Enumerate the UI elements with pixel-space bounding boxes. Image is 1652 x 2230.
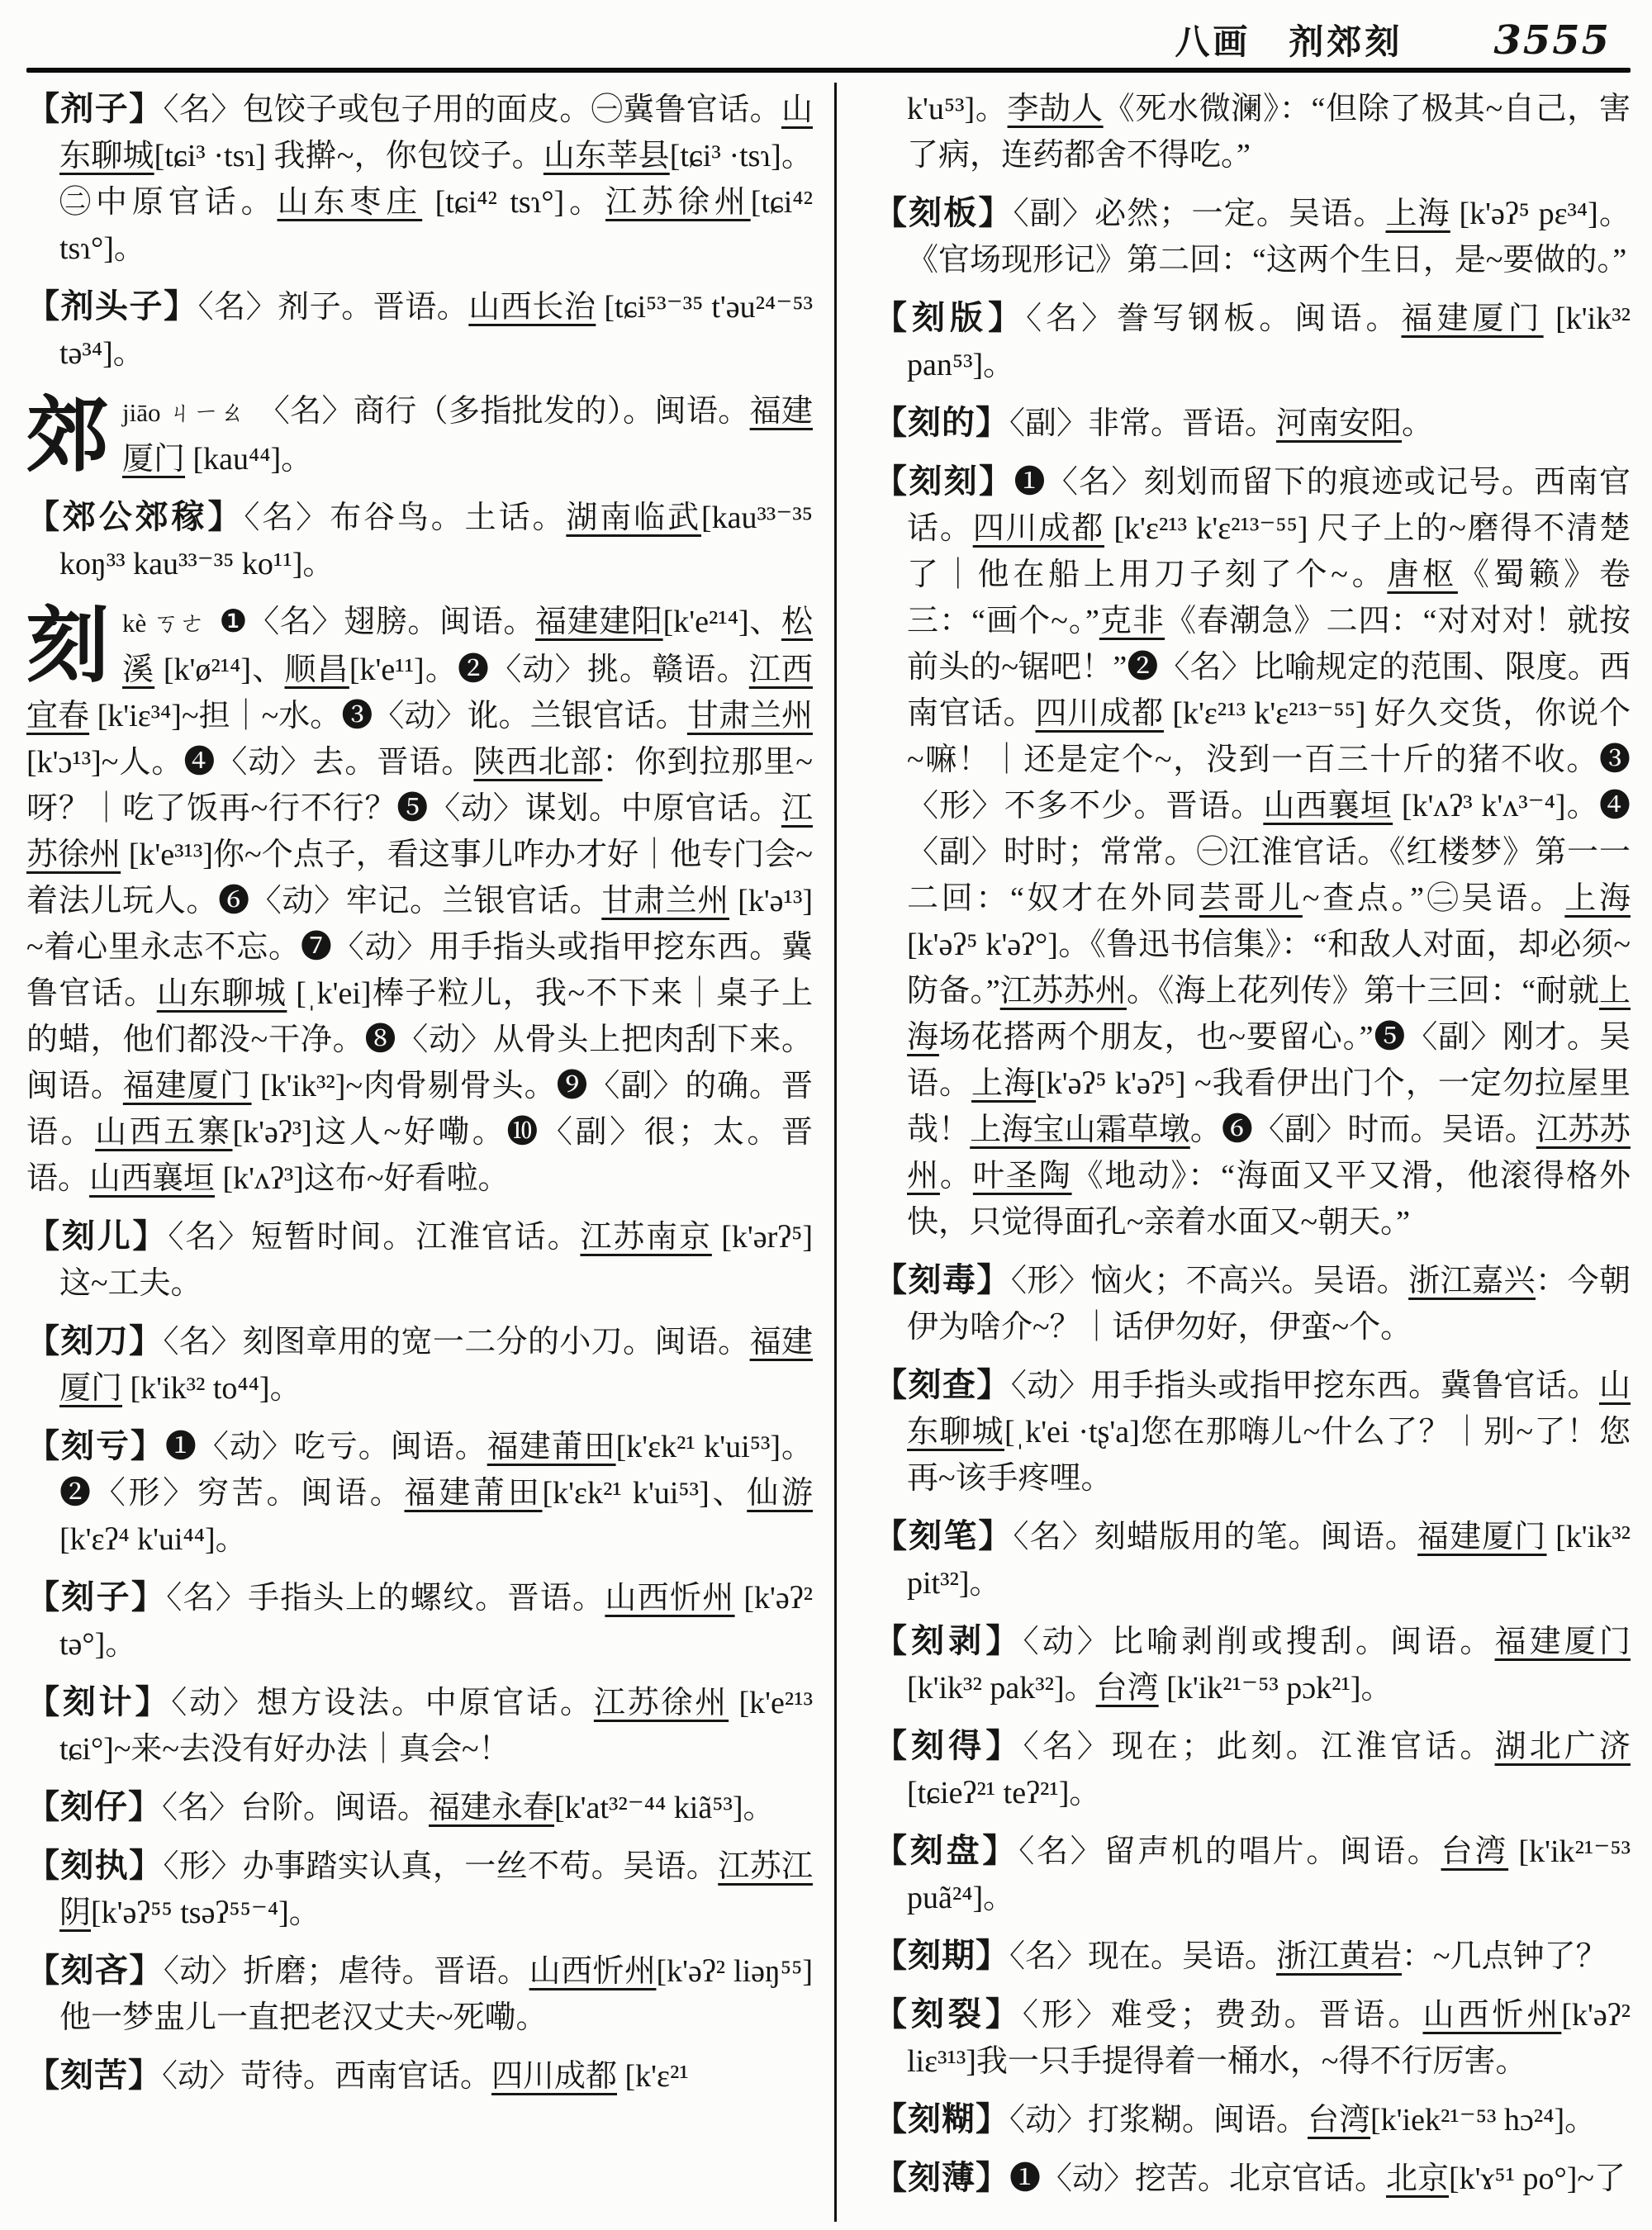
proper-noun: 江苏徐州: [26, 791, 813, 872]
dict-entry: 【剂头子】〈名〉剂子。晋语。山西长治 [tɕi⁵³⁻³⁵ t'əu²⁴⁻⁵³ tə³⁴]。: [26, 287, 813, 371]
proper-noun: 唐枢: [1387, 558, 1458, 592]
proper-noun: 山东聊城: [156, 976, 287, 1011]
entry-headword: 【刻亏】: [26, 1427, 165, 1464]
proper-noun: 上海宝山霜草墩: [970, 1113, 1190, 1147]
entry-headword: 【剂头子】: [26, 287, 198, 325]
proper-noun: 松溪: [122, 605, 813, 687]
entry-headword: 【刻的】: [874, 404, 1009, 441]
proper-noun: 甘肃兰州: [601, 884, 729, 918]
proper-noun: 江苏江阴: [59, 1849, 813, 1930]
entry-headword: 【刻毒】: [874, 1261, 1011, 1298]
dict-entry: 【刻剥】〈动〉比喻剥削或搜刮。闽语。福建厦门 [k'ik³² pak³²]。台湾 [k'ik²¹⁻⁵³ pɔk²¹]。: [874, 1622, 1631, 1706]
dict-entry: 【刻薄】❶〈动〉挖苦。北京官话。北京[k'ɤ⁵¹ po°]~了: [874, 2159, 1626, 2196]
pronunciation: kè ㄎㄜ: [122, 609, 213, 638]
proper-noun: 李劼人: [1007, 92, 1104, 126]
dict-entry: 【刻计】〈动〉想方设法。中原官话。江苏徐州 [k'e²¹³ tɕi°]~来~去没有好办法｜真会~！: [26, 1683, 813, 1767]
dict-entry: 【刻苦】〈动〉苛待。西南官话。四川成都 [k'ɛ²¹: [26, 2057, 689, 2094]
entry-headword: 【刻盘】: [874, 1832, 1019, 1869]
entry-headword: 【刻版】: [874, 299, 1027, 336]
dict-entry: 【刻的】〈副〉非常。晋语。河南安阳。: [874, 404, 1434, 441]
entry-headword: 【刻板】: [874, 194, 1014, 231]
proper-noun: 福建厦门: [122, 394, 813, 477]
pronunciation: jiāo ㄐㄧㄠ: [122, 398, 252, 427]
proper-noun: 福建莆田: [404, 1476, 543, 1511]
proper-noun: 江苏南京: [580, 1220, 712, 1255]
proper-noun: 山西襄垣: [1263, 789, 1393, 823]
dict-entry: 【郊公郊稼】〈名〉布谷鸟。土话。湖南临武[kau³³⁻³⁵ koŋ³³ kau³³⁻³⁵ ko¹¹]。: [26, 498, 813, 581]
dict-entry: 【刻笔】〈名〉刻蜡版用的笔。闽语。福建厦门 [k'ik³² pit³²]。: [874, 1517, 1631, 1601]
entry-headword: 【剂子】: [26, 90, 164, 127]
right-column: [874, 86, 1631, 2213]
entry-headword: 【刻糊】: [874, 2100, 1009, 2137]
proper-noun: 山西襄垣: [89, 1161, 216, 1196]
proper-noun: 台湾: [1308, 2103, 1371, 2137]
entry-headword: 【刻期】: [874, 1937, 1009, 1974]
proper-noun: 山东聊城: [59, 93, 813, 173]
dict-entry: 【刻裂】〈形〉难受；费劲。晋语。山西忻州[k'əʔ² liɛ³¹³]我一只手提得着一桶水，~得不行厉害。: [874, 1995, 1631, 2079]
proper-noun: 江苏徐州: [593, 1686, 729, 1720]
page-number: 3555: [1493, 17, 1611, 64]
character-entry: 郊jiāo ㄐㄧㄠ 〈名〉商行（多指批发的）。闽语。福建厦门 [kau⁴⁴]。: [26, 390, 813, 482]
character-entry: 刻kè ㄎㄜ ❶〈名〉翅膀。闽语。福建建阳[k'e²¹⁴]、松溪 [k'ø²¹⁴]、顺昌[k'e¹¹]。❷〈动〉挑。赣语。江西宜春 [k'iɛ³⁴]~担｜~水。❸〈动〉讹。兰银官话。甘肃兰州 [k'ɔ¹³]~人。❹〈动〉去。晋语。陕西北部：你到拉那里~呀？｜吃了饭再~行不行？❺〈动〉谋划。中原官话。江苏徐州 [k'e³¹³]你~个点子，看这事儿咋办才好｜他专门会~着法儿玩人。❻〈动〉牢记。兰银官话。甘肃兰州 [k'ə¹³] ~着心里永志不忘。❼〈动〉用手指头或指甲挖东西。冀鲁官话。山东聊城 [ˌk'ei]棒子粒儿，我~不下来｜桌子上的蜡，他们都没~干净。❽〈动〉从骨头上把肉刮下来。闽语。福建厦门 [k'ik³²]~肉骨剔骨头。❾〈副〉的确。晋语。山西五寨[k'əʔ³]这人~好嘞。❿〈副〉很；太。晋语。山西襄垣 [k'ʌʔ³]这布~好看啦。: [26, 600, 813, 1196]
proper-noun: 福建永春: [429, 1791, 555, 1825]
proper-noun: 顺昌: [284, 652, 349, 687]
proper-noun: 山西忻州: [605, 1581, 735, 1616]
proper-noun: 四川成都: [1035, 696, 1164, 731]
proper-noun: 上海: [1564, 881, 1631, 916]
proper-noun: 仙游: [747, 1476, 813, 1511]
entry-headword: 【刻得】: [874, 1727, 1023, 1764]
entry-headword: 【刻仔】: [26, 1788, 162, 1825]
proper-noun: 福建厦门: [1494, 1625, 1631, 1659]
proper-noun: 福建厦门: [1417, 1520, 1547, 1554]
proper-noun: 湖北广济: [1494, 1729, 1631, 1764]
dict-entry: 【刻执】〈形〉办事踏实认真，一丝不苟。吴语。江苏江阴[k'əʔ⁵⁵ tsəʔ⁵⁵⁻⁴]。: [26, 1847, 813, 1930]
entry-headword: 【刻儿】: [26, 1217, 169, 1255]
proper-noun: 江苏苏州: [907, 1113, 1631, 1193]
proper-noun: 四川成都: [491, 2059, 618, 2094]
dict-entry: 【刻亏】❶〈动〉吃亏。闽语。福建莆田[k'ɛk²¹ k'ui⁵³]。❷〈形〉穷苦。闽语。福建莆田[k'ɛk²¹ k'ui⁵³]、仙游 [k'ɛʔ⁴ k'ui⁴⁴]。: [26, 1427, 813, 1557]
dict-entry: 【刻子】〈名〉手指头上的螺纹。晋语。山西忻州 [k'əʔ² tə°]。: [26, 1578, 813, 1662]
proper-noun: 河南安阳: [1276, 406, 1403, 441]
proper-noun: 上海: [907, 974, 1631, 1055]
dict-entry: 【刻版】〈名〉誊写钢板。闽语。福建厦门 [k'ik³² pan⁵³]。: [874, 299, 1631, 382]
header-headwords: 剂郊刻: [1289, 24, 1403, 62]
dict-entry: 【刻期】〈名〉现在。吴语。浙江黄岩：~几点钟了？: [874, 1937, 1607, 1974]
proper-noun: 山西长治: [468, 290, 596, 325]
dict-entry: 【刻毒】〈形〉恼火；不高兴。吴语。浙江嘉兴：今朝伊为啥介~？｜话伊勿好，伊蛮~个。: [874, 1261, 1631, 1345]
proper-noun: 台湾: [1441, 1834, 1509, 1869]
proper-noun: 浙江黄岩: [1276, 1939, 1403, 1974]
proper-noun: 江苏徐州: [605, 185, 751, 220]
dict-entry: 【刻板】〈副〉必然；一定。吴语。上海 [k'əʔ⁵ pɛ³⁴]。《官场现形记》第二回：“这两个生日，是~要做的。”: [874, 194, 1631, 278]
proper-noun: 湖南临武: [566, 501, 701, 535]
proper-noun: 江西宜春: [26, 652, 813, 733]
proper-noun: 福建厦门: [1401, 301, 1544, 336]
dict-entry: 【刻刀】〈名〉刻图章用的宽一二分的小刀。闽语。福建厦门 [k'ik³² to⁴⁴]。: [26, 1322, 813, 1406]
entry-headword: 【刻刀】: [26, 1322, 164, 1359]
dict-entry: 【刻儿】〈名〉短暂时间。江淮官话。江苏南京 [k'ərʔ⁵] 这~工夫。: [26, 1217, 813, 1301]
proper-noun: 山东莘县: [543, 139, 670, 173]
headword-character: 刻: [26, 600, 109, 692]
entry-headword: 【刻查】: [874, 1366, 1011, 1403]
proper-noun: 北京: [1386, 2161, 1450, 2196]
proper-noun: 山西忻州: [529, 1954, 657, 1989]
entry-headword: 【刻剥】: [874, 1622, 1023, 1659]
proper-noun: 芸哥儿: [1199, 881, 1303, 916]
proper-noun: 上海: [971, 1066, 1037, 1101]
dict-entry: 【刻仔】〈名〉台阶。闽语。福建永春[k'at³²⁻⁴⁴ kiã⁵³]。: [26, 1788, 775, 1825]
entry-headword: 【刻执】: [26, 1847, 164, 1884]
entry-headword: 【刻笔】: [874, 1517, 1014, 1554]
entry-headword: 【刻子】: [26, 1578, 167, 1616]
proper-noun: 福建莆田: [487, 1430, 616, 1464]
entry-headword: 【刻吝】: [26, 1952, 164, 1989]
left-column: [26, 86, 813, 2111]
proper-noun: 福建厦门: [122, 1069, 252, 1103]
proper-noun: 叶圣陶: [972, 1159, 1072, 1193]
proper-noun: 上海: [1385, 197, 1450, 231]
proper-noun: 台湾: [1095, 1671, 1159, 1706]
dict-entry: 【刻查】〈动〉用手指头或指甲挖东西。冀鲁官话。山东聊城[ˌk'ei ·tʂ'a]您在那嗨儿~什么了？｜别~了！您再~该手疼哩。: [874, 1366, 1631, 1496]
entry-headword: 【刻计】: [26, 1683, 172, 1720]
entry-headword: 【郊公郊稼】: [26, 498, 244, 535]
dict-entry: 【刻吝】〈动〉折磨；虐待。晋语。山西忻州[k'əʔ² liəŋ⁵⁵]他一梦盅儿一直把老汉丈夫~死嘞。: [26, 1952, 813, 2035]
proper-noun: 山东枣庄: [277, 185, 423, 220]
proper-noun: 浙江嘉兴: [1408, 1264, 1536, 1298]
proper-noun: 福建厦门: [59, 1325, 813, 1406]
proper-noun: 克非: [1099, 604, 1165, 638]
column-divider: [834, 83, 837, 2222]
entry-headword: 【刻薄】: [874, 2159, 1009, 2196]
proper-noun: 陕西北部: [473, 745, 603, 780]
proper-noun: 四川成都: [972, 511, 1105, 546]
continuation-paragraph: k'u⁵³]。李劼人《死水微澜》：“但除了极其~自己，害了病，连药都舍不得吃。”: [907, 92, 1631, 173]
dict-entry: 【刻刻】❶〈名〉刻划而留下的痕迹或记号。西南官话。四川成都 [k'ɛ²¹³ k'ɛ²¹³⁻⁵⁵] 尺子上的~磨得不清楚了｜他在船上用刀子刻了个~。唐枢《蜀籁》卷三：“画个~。”克非《春潮急》二四：“对对对！就按前头的~锯吧！”❷〈名〉比喻规定的范围、限度。西南官话。四川成都 [k'ɛ²¹³ k'ɛ²¹³⁻⁵⁵] 好久交货，你说个~嘛！｜还是定个~，没到一百三十斤的猪不收。❸〈形〉不多不少。晋语。山西襄垣 [k'ʌʔ³ k'ʌ³⁻⁴]。❹〈副〉时时；常常。㊀江淮官话。《红楼梦》第一一二回：“奴才在外同芸哥儿~查点。”㊁吴语。上海[k'əʔ⁵ k'əʔ°]。《鲁迅书信集》：“和敌人对面，却必须~防备。”江苏苏州。《海上花列传》第十三回：“耐就上海场花搭两个朋友，也~要留心。”❺〈副〉刚才。吴语。上海[k'əʔ⁵ k'əʔ⁵] ~我看伊出门个，一定勿拉屋里哉！上海宝山霜草墩。❻〈副〉时而。吴语。江苏苏州。叶圣陶《地动》：“海面又平又滑，他滚得格外快，只觉得面孔~亲着水面又~朝天。”: [874, 463, 1631, 1240]
dict-entry: 【刻糊】〈动〉打浆糊。闽语。台湾[k'iek²¹⁻⁵³ hɔ²⁴]。: [874, 2100, 1597, 2137]
dict-entry: 【剂子】〈名〉包饺子或包子用的面皮。㊀冀鲁官话。山东聊城[tɕi³ ·tsɿ] 我擀~，你包饺子。山东莘县[tɕi³ ·tsɿ]。㊁中原官话。山东枣庄 [tɕi⁴² tsɿ°]。江苏徐州[tɕi⁴² tsɿ°]。: [26, 90, 813, 266]
dict-entry: 【刻盘】〈名〉留声机的唱片。闽语。台湾 [k'ik²¹⁻⁵³ puã²⁴]。: [874, 1832, 1631, 1915]
headword-character: 郊: [26, 390, 109, 482]
proper-noun: 江苏苏州: [999, 974, 1127, 1008]
stroke-count-section: 八画: [1175, 24, 1251, 62]
entry-headword: 【刻裂】: [874, 1995, 1023, 2033]
dict-entry: 【刻得】〈名〉现在；此刻。江淮官话。湖北广济 [tɕieʔ²¹ teʔ²¹]。: [874, 1727, 1631, 1810]
proper-noun: 山东聊城: [907, 1369, 1631, 1450]
proper-noun: 福建建阳: [534, 605, 663, 639]
entry-headword: 【刻苦】: [26, 2057, 162, 2094]
proper-noun: 山西五寨: [95, 1115, 233, 1150]
proper-noun: 甘肃兰州: [686, 699, 813, 733]
entry-headword: 【刻刻】: [874, 463, 1014, 500]
proper-noun: 山西忻州: [1422, 1998, 1562, 2033]
running-header: [0, 15, 1619, 64]
header-rule: [26, 68, 1631, 73]
